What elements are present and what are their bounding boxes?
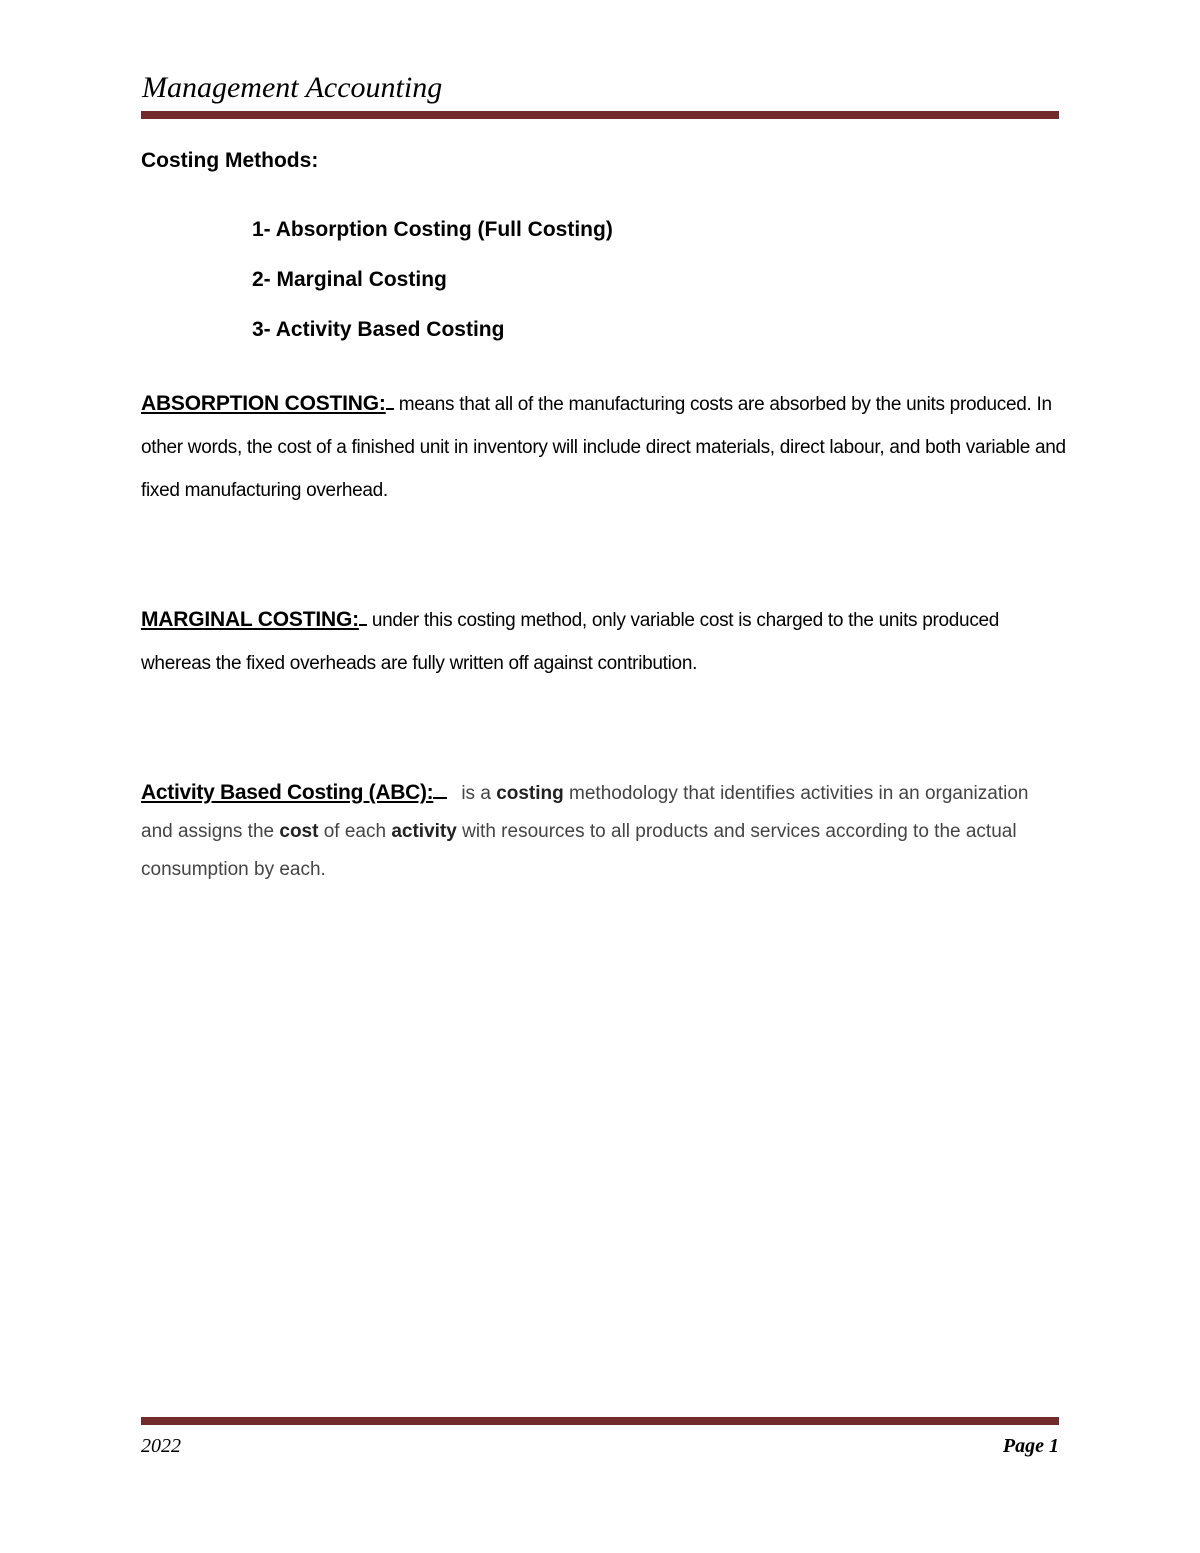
- abc-term: Activity Based Costing (ABC):: [141, 781, 434, 804]
- abc-text-3: of each: [318, 821, 392, 842]
- absorption-paragraph: [141, 382, 1071, 512]
- header-rule: [141, 111, 1059, 119]
- footer-year: 2022: [141, 1435, 181, 1457]
- absorption-term: ABSORPTION COSTING:: [141, 392, 386, 415]
- marginal-text: under this costing method, only variable cost is charged to the units produced whereas the fixed overheads are fully written off against contribution.: [141, 610, 1000, 674]
- abc-bold-cost: cost: [279, 821, 319, 842]
- list-item: 3- Activity Based Costing: [252, 318, 505, 341]
- abc-text-2: methodology that identifies activities in an organization and assigns the: [141, 783, 1029, 842]
- absorption-text: means that all of the manufacturing costs are absorbed by the units produced. In other words, the cost of a finished unit in inventory will include direct materials, direct labour, and both variable and fixed manufacturing overhead.: [141, 394, 1066, 501]
- underline-gap: [433, 796, 447, 799]
- abc-text-1: is a: [461, 783, 497, 804]
- methods-list: [252, 214, 613, 364]
- list-item: 2- Marginal Costing: [252, 268, 447, 291]
- abc-bold-costing: costing: [496, 783, 564, 804]
- marginal-paragraph: [141, 598, 1071, 685]
- section-heading: Costing Methods:: [141, 149, 319, 172]
- abc-paragraph: [141, 774, 1061, 889]
- footer-rule: [141, 1417, 1059, 1425]
- abc-bold-activity: activity: [391, 821, 457, 842]
- marginal-term: MARGINAL COSTING:: [141, 608, 359, 631]
- abc-text-4: with resources to all products and services according to the actual consumption by each.: [141, 821, 1017, 880]
- page-header-title: Management Accounting: [142, 71, 443, 104]
- footer-page-number: Page 1: [1002, 1435, 1059, 1457]
- list-item: 1- Absorption Costing (Full Costing): [252, 218, 613, 241]
- underline-gap: [386, 407, 394, 410]
- underline-gap: [359, 623, 367, 626]
